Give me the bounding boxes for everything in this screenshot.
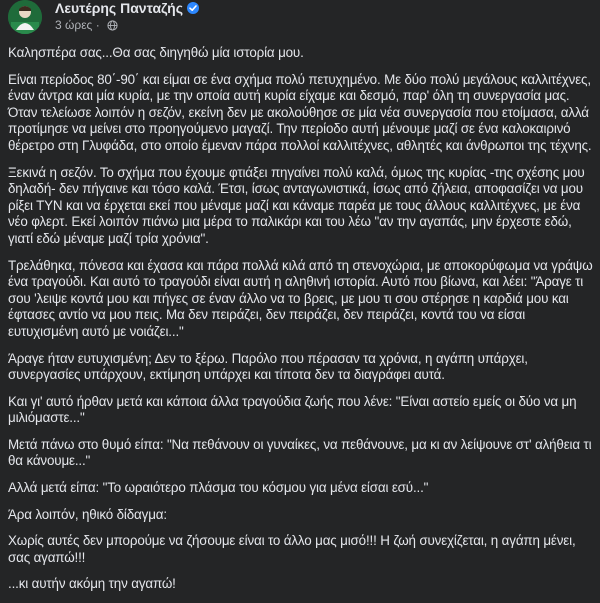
post-body xyxy=(8,45,596,603)
post-meta xyxy=(55,18,118,33)
post-paragraph: Και γι' αυτό ήρθαν μετά και κάποια άλλα τραγούδια ζωής που λένε: "Είναι αστείο εμείς οι δύο να μη μιλιόμαστε..." xyxy=(8,393,577,426)
public-globe-icon[interactable] xyxy=(107,20,118,31)
post-paragraph: Ξεκινά η σεζόν. Το σχήμα που έχουμε φτιάξει πηγαίνει πολύ καλά, όμως της κυρίας -της σχέσης μου δηλαδή- δεν πήγαινε και τόσο καλά. Έτσι, ίσως ανταγωνιστικά, ίσως από ζήλεια, αποφασίζει να μου ρίξει ΤΥΝ και να έρχεται εκεί που μέναμε μαζί και κάναμε παρέα με τους άλλους καλλιτέχνες, με ένα νέο φλερτ. Εκεί λοιπόν πιάνω μια μέρα το παλικάρι και του λέω "αν την αγαπάς, μην έρχεστε εδώ, γιατί εδώ μέναμε μαζί τρία χρόνια". xyxy=(8,164,585,246)
post-paragraph: Άρα λοιπόν, ηθικό δίδαγμα: xyxy=(8,506,167,522)
author-name-text[interactable]: Λευτέρης Πανταζής xyxy=(55,0,183,16)
post-paragraph: Χωρίς αυτές δεν μπορούμε να ζήσουμε είναι το άλλο μας μισό!!! Η ζωή συνεχίζεται, η αγάπη μένει, σας αγαπώ!!! xyxy=(8,533,576,565)
post-paragraph: Είναι περίοδος 80΄-90΄ και είμαι σε ένα σχήμα πολύ πετυχημένο. Με δύο πολύ μεγάλους καλλιτέχνες, έναν άντρα και μία κυρία, με την οποία αυτή κυρία είχαμε και δεσμό, παρ' όλη τη συνεργασία μας. Όταν τελείωσε λοιπόν η σεζόν, εκείνη δεν με ακολούθησε σε μία νέα συνεργασία που ετοίμασα, αλλά προτίμησε να μείνει στο προηγούμενο μαγαζί. Την περίοδο αυτή μένουμε μαζί σε ένα καλοκαιρινό θέρετρο στη Γλυφάδα, στο οποίο έμεναν πάρα πολλοί καλλιτέχνες, αθλητές και άνθρωποι της τέχνης. xyxy=(8,71,592,153)
post-paragraph: Τρελάθηκα, πόνεσα και έχασα και πάρα πολλά κιλά από τη στενοχώρια, με αποκορύφωμα να γράψω ένα τραγούδι. Και αυτό το τραγούδι είναι αυτή η αληθινή ιστορία. Αυτό που βίωνα, και λέει: "Άραγε τι σου 'λειψε κοντά μου και πήγες σε έναν άλλο να το βρεις, με μου τι σου στέρησε η καρδιά μου και έφτασες αντίο να μου πεις. Μα δεν πειράζει, δεν πειράζει, δεν πειράζει, κοντά του να είσαι ευτυχισμένη αυτό με νοιάζει..." xyxy=(8,257,593,339)
post-paragraph: Μετά πάνω στο θυμό είπα: "Να πεθάνουν οι γυναίκες, να πεθάνουνε, μα κι αν λείψουνε στ' αλήθεια τι θα κάνουμε..." xyxy=(8,436,592,469)
post-header xyxy=(8,0,598,34)
verified-badge-icon xyxy=(187,2,199,14)
post-timestamp[interactable]: 3 ώρες xyxy=(55,18,93,32)
post-paragraph: Άραγε ήταν ευτυχισμένη; Δεν το ξέρω. Παρόλο που πέρασαν τα χρόνια, η αγάπη υπάρχει, συνεργασίες υπάρχουν, εκτίμηση υπάρχει και τίποτα δεν τα διαγράφει αυτά. xyxy=(8,350,528,383)
post-paragraph: ...κι αυτήν ακόμη την αγαπώ! xyxy=(8,576,176,592)
author-avatar[interactable] xyxy=(8,0,42,34)
post-paragraph: Καλησπέρα σας...Θα σας διηγηθώ μία ιστορία μου. xyxy=(8,45,304,60)
meta-separator: · xyxy=(95,18,100,32)
post-paragraph: Αλλά μετά είπα: "Το ωραιότερο πλάσμα του κόσμου για μένα είσαι εσύ..." xyxy=(8,480,429,496)
author-name[interactable] xyxy=(55,0,199,17)
